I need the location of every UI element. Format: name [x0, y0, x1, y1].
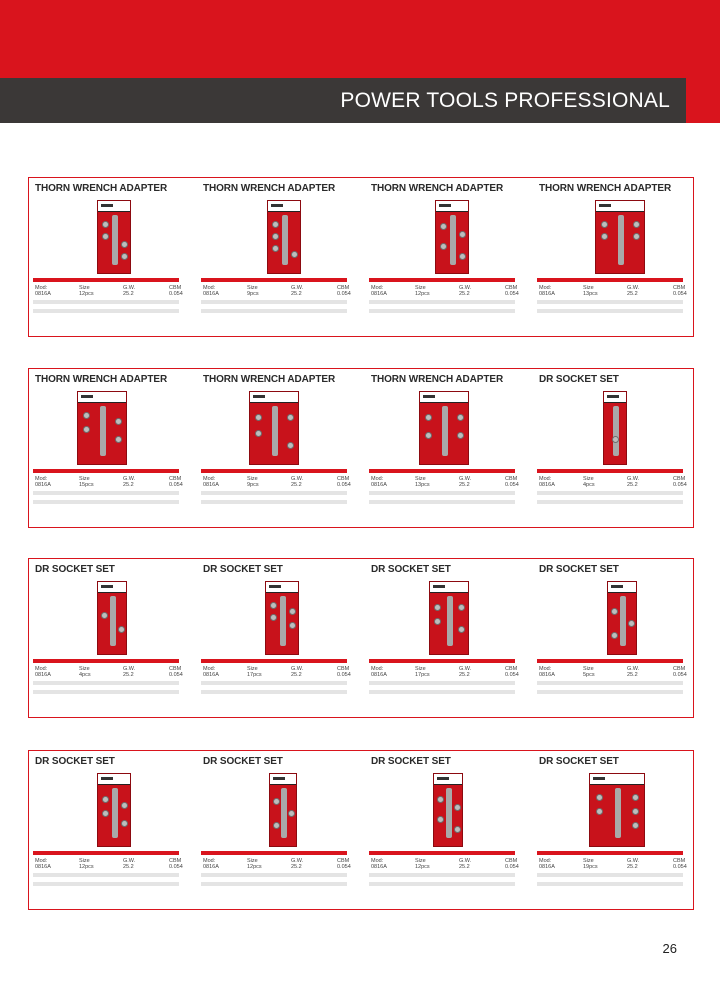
mod-value: 0816A [539, 672, 555, 678]
mod-value: 0816A [35, 864, 51, 870]
gw-value: 25.2 [459, 672, 470, 678]
spec-row-bg [537, 300, 683, 304]
product-title: THORN WRENCH ADAPTER [203, 183, 336, 194]
cbm-value: 0.054 [337, 482, 351, 488]
size-label: Size [583, 476, 594, 482]
cbm-label: CBM [337, 666, 350, 672]
spec-row-bg [33, 500, 179, 504]
product-card [365, 178, 519, 330]
gw-label: G.W. [291, 858, 304, 864]
mod-label: Mod: [371, 285, 384, 291]
product-image [433, 773, 463, 847]
cbm-label: CBM [505, 666, 518, 672]
divider [201, 659, 347, 663]
cbm-value: 0.054 [169, 291, 183, 297]
spec-row-bg [369, 500, 515, 504]
mod-value: 0816A [35, 291, 51, 297]
mod-value: 0816A [371, 291, 387, 297]
product-title: DR SOCKET SET [35, 756, 115, 767]
product-section-3 [28, 558, 694, 718]
gw-label: G.W. [123, 476, 136, 482]
divider [537, 851, 683, 855]
gw-label: G.W. [291, 285, 304, 291]
cbm-value: 0.054 [505, 864, 519, 870]
product-title: DR SOCKET SET [203, 564, 283, 575]
product-card [29, 751, 183, 903]
product-title: DR SOCKET SET [371, 756, 451, 767]
product-image [429, 581, 469, 655]
gw-value: 25.2 [123, 672, 134, 678]
mod-value: 0816A [203, 291, 219, 297]
mod-label: Mod: [203, 285, 216, 291]
gw-label: G.W. [123, 666, 136, 672]
gw-value: 25.2 [291, 672, 302, 678]
product-card [29, 178, 183, 330]
gw-value: 25.2 [627, 864, 638, 870]
cbm-value: 0.054 [337, 672, 351, 678]
spec-row-bg [537, 690, 683, 694]
spec-row-bg [33, 681, 179, 685]
spec-row-bg [201, 690, 347, 694]
product-image [77, 391, 127, 465]
mod-value: 0816A [371, 482, 387, 488]
size-label: Size [583, 666, 594, 672]
divider [201, 851, 347, 855]
gw-value: 25.2 [459, 864, 470, 870]
product-card [365, 369, 519, 521]
size-value: 12pcs [415, 864, 430, 870]
mod-label: Mod: [539, 285, 552, 291]
gw-value: 25.2 [459, 291, 470, 297]
size-value: 12pcs [247, 864, 262, 870]
product-image [97, 200, 131, 274]
gw-value: 25.2 [459, 482, 470, 488]
product-card [197, 178, 351, 330]
size-value: 17pcs [247, 672, 262, 678]
mod-value: 0816A [203, 482, 219, 488]
product-card [197, 369, 351, 521]
product-image [267, 200, 301, 274]
size-label: Size [247, 285, 258, 291]
product-title: THORN WRENCH ADAPTER [35, 183, 168, 194]
mod-label: Mod: [371, 476, 384, 482]
gw-value: 25.2 [627, 482, 638, 488]
product-image [419, 391, 469, 465]
spec-row-bg [33, 873, 179, 877]
product-title: THORN WRENCH ADAPTER [35, 374, 168, 385]
mod-value: 0816A [35, 672, 51, 678]
size-value: 4pcs [79, 672, 91, 678]
cbm-value: 0.054 [169, 864, 183, 870]
product-title: DR SOCKET SET [203, 756, 283, 767]
spec-row-bg [33, 690, 179, 694]
cbm-label: CBM [673, 476, 686, 482]
mod-value: 0816A [539, 864, 555, 870]
cbm-value: 0.054 [505, 291, 519, 297]
size-label: Size [79, 476, 90, 482]
spec-row-bg [369, 690, 515, 694]
mod-value: 0816A [35, 482, 51, 488]
gw-value: 25.2 [291, 864, 302, 870]
mod-value: 0816A [203, 672, 219, 678]
gw-label: G.W. [627, 858, 640, 864]
product-image [435, 200, 469, 274]
mod-value: 0816A [539, 291, 555, 297]
cbm-label: CBM [337, 476, 350, 482]
product-card [365, 559, 519, 711]
mod-label: Mod: [371, 666, 384, 672]
spec-row-bg [33, 491, 179, 495]
gw-label: G.W. [459, 666, 472, 672]
cbm-value: 0.054 [169, 482, 183, 488]
gw-value: 25.2 [291, 482, 302, 488]
mod-label: Mod: [35, 476, 48, 482]
spec-row-bg [201, 491, 347, 495]
divider [201, 278, 347, 282]
product-card [533, 559, 687, 711]
cbm-value: 0.054 [505, 672, 519, 678]
size-label: Size [247, 476, 258, 482]
cbm-label: CBM [169, 476, 182, 482]
gw-label: G.W. [123, 285, 136, 291]
product-card [29, 369, 183, 521]
size-value: 4pcs [583, 482, 595, 488]
gw-label: G.W. [459, 476, 472, 482]
mod-label: Mod: [35, 285, 48, 291]
mod-value: 0816A [371, 672, 387, 678]
gw-label: G.W. [627, 285, 640, 291]
size-label: Size [415, 858, 426, 864]
gw-value: 25.2 [123, 291, 134, 297]
gw-label: G.W. [459, 285, 472, 291]
size-value: 12pcs [79, 291, 94, 297]
gw-label: G.W. [291, 476, 304, 482]
cbm-value: 0.054 [673, 291, 687, 297]
header-bar [0, 78, 686, 123]
gw-label: G.W. [291, 666, 304, 672]
size-label: Size [583, 858, 594, 864]
size-value: 13pcs [583, 291, 598, 297]
product-card [533, 178, 687, 330]
mod-label: Mod: [203, 858, 216, 864]
spec-row-bg [537, 500, 683, 504]
spec-row-bg [537, 873, 683, 877]
mod-value: 0816A [539, 482, 555, 488]
cbm-label: CBM [337, 285, 350, 291]
divider [33, 659, 179, 663]
spec-row-bg [537, 491, 683, 495]
mod-label: Mod: [35, 858, 48, 864]
mod-label: Mod: [539, 858, 552, 864]
divider [33, 469, 179, 473]
product-title: THORN WRENCH ADAPTER [371, 374, 504, 385]
gw-label: G.W. [459, 858, 472, 864]
cbm-label: CBM [505, 285, 518, 291]
mod-label: Mod: [539, 666, 552, 672]
divider [33, 278, 179, 282]
gw-value: 25.2 [123, 482, 134, 488]
product-title: DR SOCKET SET [539, 564, 619, 575]
divider [369, 278, 515, 282]
product-title: DR SOCKET SET [371, 564, 451, 575]
divider [537, 469, 683, 473]
spec-row-bg [369, 882, 515, 886]
mod-label: Mod: [203, 666, 216, 672]
gw-label: G.W. [123, 858, 136, 864]
divider [369, 851, 515, 855]
gw-value: 25.2 [291, 291, 302, 297]
product-title: THORN WRENCH ADAPTER [203, 374, 336, 385]
size-value: 13pcs [415, 482, 430, 488]
cbm-label: CBM [505, 476, 518, 482]
size-value: 15pcs [79, 482, 94, 488]
product-card [365, 751, 519, 903]
size-label: Size [415, 476, 426, 482]
product-card [197, 559, 351, 711]
cbm-label: CBM [337, 858, 350, 864]
cbm-value: 0.054 [337, 291, 351, 297]
product-image [607, 581, 637, 655]
gw-value: 25.2 [123, 864, 134, 870]
product-section-4 [28, 750, 694, 910]
size-label: Size [79, 666, 90, 672]
spec-row-bg [369, 300, 515, 304]
product-image [265, 581, 299, 655]
product-image [249, 391, 299, 465]
spec-row-bg [201, 309, 347, 313]
product-image [595, 200, 645, 274]
product-title: THORN WRENCH ADAPTER [539, 183, 672, 194]
size-value: 9pcs [247, 291, 259, 297]
product-title: DR SOCKET SET [539, 374, 619, 385]
spec-row-bg [537, 681, 683, 685]
size-value: 5pcs [583, 672, 595, 678]
cbm-label: CBM [673, 285, 686, 291]
spec-row-bg [33, 882, 179, 886]
cbm-value: 0.054 [673, 482, 687, 488]
cbm-value: 0.054 [673, 864, 687, 870]
spec-row-bg [201, 681, 347, 685]
mod-label: Mod: [35, 666, 48, 672]
size-label: Size [583, 285, 594, 291]
spec-row-bg [33, 309, 179, 313]
product-image [589, 773, 645, 847]
spec-row-bg [537, 309, 683, 313]
size-label: Size [247, 858, 258, 864]
mod-label: Mod: [539, 476, 552, 482]
spec-row-bg [369, 681, 515, 685]
cbm-value: 0.054 [169, 672, 183, 678]
gw-label: G.W. [627, 666, 640, 672]
header-accent [686, 78, 720, 123]
cbm-label: CBM [673, 666, 686, 672]
divider [537, 278, 683, 282]
cbm-label: CBM [505, 858, 518, 864]
product-section-2 [28, 368, 694, 528]
product-card [533, 751, 687, 903]
product-card [533, 369, 687, 521]
spec-row-bg [537, 882, 683, 886]
product-section-1 [28, 177, 694, 337]
cbm-label: CBM [169, 666, 182, 672]
cbm-label: CBM [673, 858, 686, 864]
spec-row-bg [369, 491, 515, 495]
size-value: 12pcs [415, 291, 430, 297]
cbm-value: 0.054 [505, 482, 519, 488]
gw-label: G.W. [627, 476, 640, 482]
cbm-label: CBM [169, 858, 182, 864]
product-title: THORN WRENCH ADAPTER [371, 183, 504, 194]
product-title: DR SOCKET SET [539, 756, 619, 767]
page-number: 26 [662, 941, 677, 956]
divider [201, 469, 347, 473]
divider [369, 469, 515, 473]
product-card [29, 559, 183, 711]
mod-label: Mod: [203, 476, 216, 482]
size-label: Size [415, 666, 426, 672]
size-label: Size [247, 666, 258, 672]
cbm-value: 0.054 [673, 672, 687, 678]
size-value: 19pcs [583, 864, 598, 870]
mod-value: 0816A [371, 864, 387, 870]
spec-row-bg [201, 882, 347, 886]
gw-value: 25.2 [627, 291, 638, 297]
product-image [269, 773, 297, 847]
spec-row-bg [201, 300, 347, 304]
product-image [603, 391, 627, 465]
product-image [97, 773, 131, 847]
gw-value: 25.2 [627, 672, 638, 678]
divider [537, 659, 683, 663]
size-value: 9pcs [247, 482, 259, 488]
size-label: Size [415, 285, 426, 291]
size-label: Size [79, 285, 90, 291]
divider [33, 851, 179, 855]
size-value: 12pcs [79, 864, 94, 870]
spec-row-bg [369, 309, 515, 313]
spec-row-bg [369, 873, 515, 877]
cbm-label: CBM [169, 285, 182, 291]
mod-label: Mod: [371, 858, 384, 864]
spec-row-bg [33, 300, 179, 304]
mod-value: 0816A [203, 864, 219, 870]
product-card [197, 751, 351, 903]
product-title: DR SOCKET SET [35, 564, 115, 575]
spec-row-bg [201, 500, 347, 504]
product-image [97, 581, 127, 655]
cbm-value: 0.054 [337, 864, 351, 870]
size-value: 17pcs [415, 672, 430, 678]
top-red-band [0, 0, 720, 78]
spec-row-bg [201, 873, 347, 877]
page-title: POWER TOOLS PROFESSIONAL [340, 89, 670, 112]
size-label: Size [79, 858, 90, 864]
divider [369, 659, 515, 663]
